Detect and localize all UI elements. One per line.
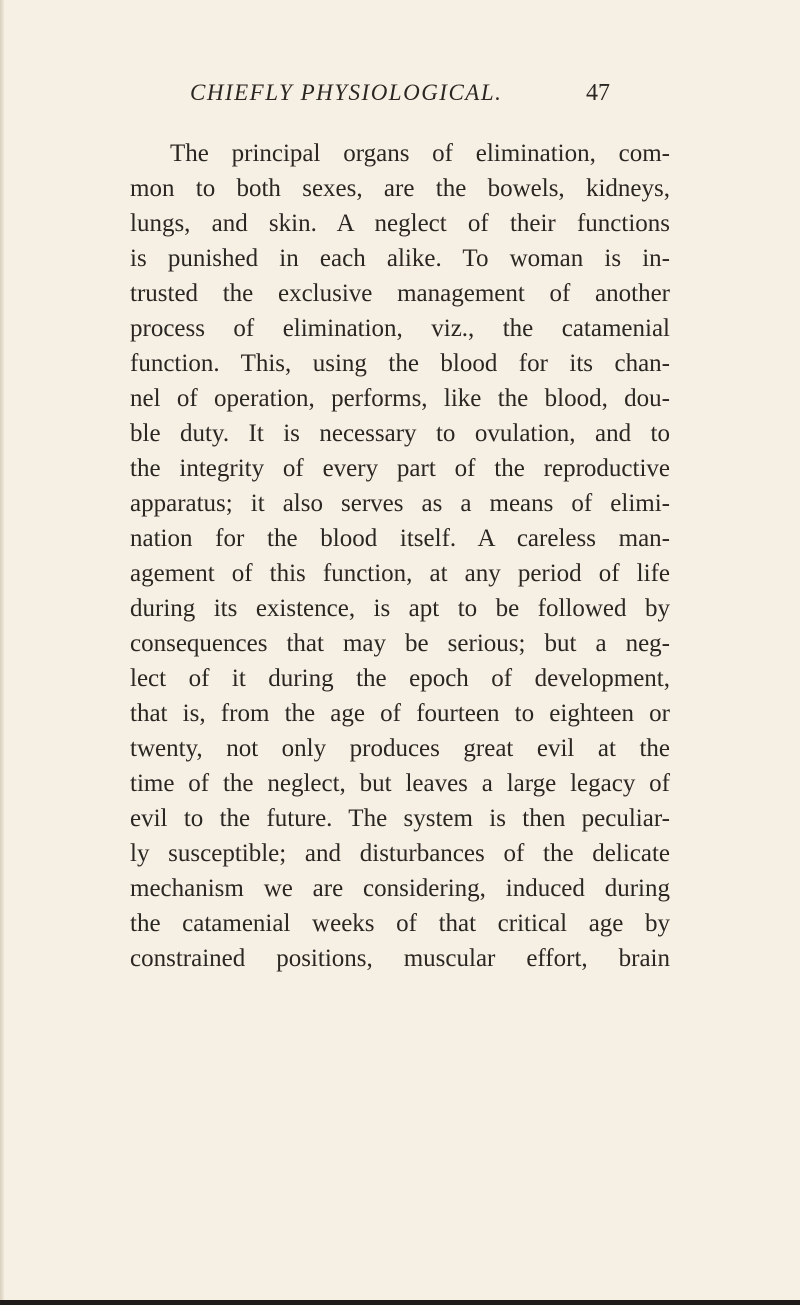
bottom-edge-rule (0, 1300, 800, 1305)
text-line: mechanism we are considering, induced during (130, 875, 670, 902)
page-number: 47 (586, 80, 610, 106)
text-line: during its existence, is apt to be followed by (130, 595, 670, 622)
text-line: the catamenial weeks of that critical age by (130, 910, 670, 937)
text-line: nel of operation, performs, like the blood, dou- (130, 385, 670, 412)
text-line: lect of it during the epoch of development, (130, 665, 670, 692)
running-head: CHIEFLY PHYSIOLOGICAL. (190, 80, 503, 105)
text-line: is punished in each alike. To woman is in- (130, 245, 670, 272)
text-line: time of the neglect, but leaves a large legacy of (130, 770, 670, 797)
text-line: ly susceptible; and disturbances of the delicate (130, 840, 670, 867)
text-line: mon to both sexes, are the bowels, kidneys, (130, 175, 670, 202)
text-line: function. This, using the blood for its chan- (130, 350, 670, 377)
text-line: ble duty. It is necessary to ovulation, and to (130, 420, 670, 447)
text-line: that is, from the age of fourteen to eighteen or (130, 700, 670, 727)
text-line: constrained positions, muscular effort, brain (130, 945, 670, 972)
text-line: lungs, and skin. A neglect of their functions (130, 210, 670, 237)
text-line: The principal organs of elimination, com- (170, 140, 670, 167)
text-line: trusted the exclusive management of another (130, 280, 670, 307)
text-line: evil to the future. The system is then peculiar- (130, 805, 670, 832)
page-edge-shadow (0, 0, 4, 1305)
text-line: the integrity of every part of the reproductive (130, 455, 670, 482)
text-line: apparatus; it also serves as a means of elimi- (130, 490, 670, 517)
text-line: consequences that may be serious; but a neg- (130, 630, 670, 657)
page-header (190, 80, 610, 120)
text-line: agement of this function, at any period of life (130, 560, 670, 587)
body-paragraph (130, 136, 670, 976)
text-line: process of elimination, viz., the catamenial (130, 315, 670, 342)
text-line: nation for the blood itself. A careless man- (130, 525, 670, 552)
text-line: twenty, not only produces great evil at the (130, 735, 670, 762)
